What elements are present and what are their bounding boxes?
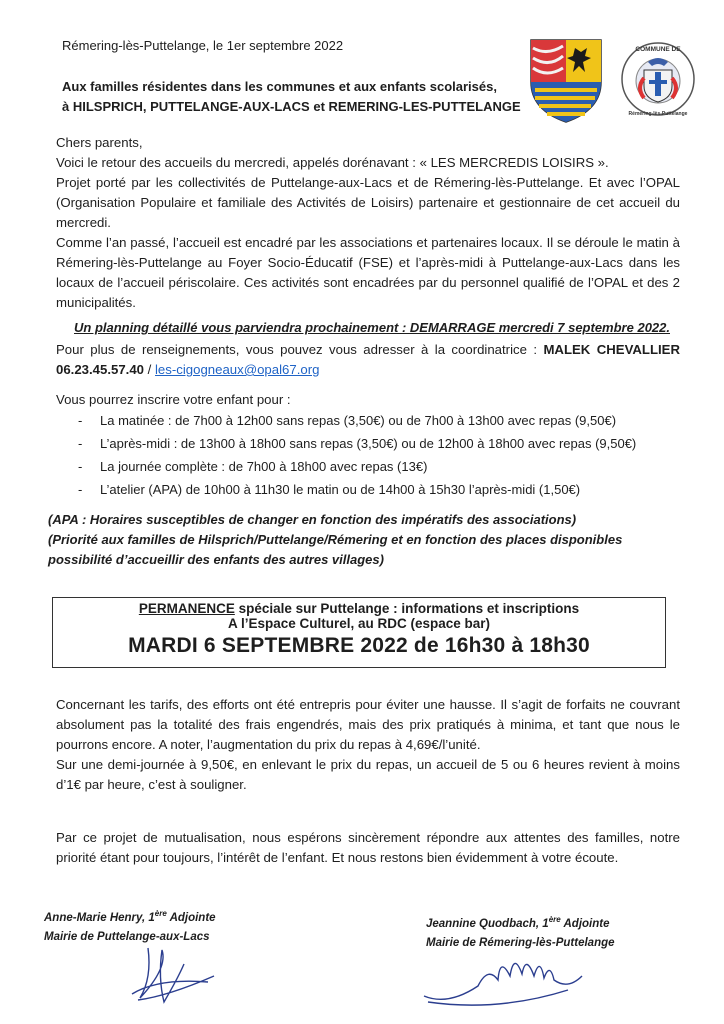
apa-note: (APA : Horaires susceptibles de changer en fonction des impératifs des associations) xyxy=(48,512,577,527)
recipients-block xyxy=(62,77,521,117)
seal-bottom-text: Rémering-lès-Puttelange xyxy=(628,111,688,117)
coordinator-phone: 06.23.45.57.40 xyxy=(56,362,144,377)
coat-of-arms-icon xyxy=(527,38,605,124)
seal-top-text: COMMUNE DE xyxy=(635,46,681,53)
list-item: - La journée complète : de 7h00 à 18h00 avec repas (13€) xyxy=(88,455,636,478)
permanence-title xyxy=(53,601,665,616)
permanence-date: MARDI 6 SEPTEMBRE 2022 de 16h30 à 18h30 xyxy=(128,634,590,657)
tarifs-section xyxy=(56,695,680,795)
notes-block xyxy=(48,510,684,570)
handwritten-signature-right xyxy=(418,946,588,1016)
signatory-org: Mairie de Puttelange-aux-Lacs xyxy=(44,930,210,943)
intro-paragraph: Projet porté par les collectivités de Puttelange-aux-Lacs et de Rémering-lès-Puttelange. Et avec l’OPAL (Organisation Populaire et familiale des Activités de Loisirs) partenaire et gestionnaire de cet accueil du mercredi. xyxy=(56,175,680,230)
intro-section xyxy=(56,133,680,313)
coordinator-email-link[interactable]: les-cigogneaux@opal67.org xyxy=(155,362,320,377)
permanence-title-rest: spéciale sur Puttelange : informations et inscriptions xyxy=(234,601,580,616)
tarifs-paragraph: Concernant les tarifs, des efforts ont été entrepris pour éviter une hausse. Il s’agit de forfaits ne couvrant absolument pas la totalité des frais engendrés, mais des prix pratiqués à minima, et tant que nous le pourrons encore. A noter, l’augmentation du prix du repas à 4,69€/l’unité. xyxy=(56,697,680,752)
inscription-options-list xyxy=(88,409,636,501)
closing-paragraph: Par ce projet de mutualisation, nous espérons sincèrement répondre aux attentes des familles, notre priorité étant pour toujours, l’intérêt de l’enfant. Et nous restons bien évidemment à votre écoute. xyxy=(56,830,680,865)
signatory-name: Jeannine Quodbach, 1ère Adjointe xyxy=(426,915,610,930)
permanence-box xyxy=(52,597,666,668)
contact-separator: / xyxy=(144,362,155,377)
contact-text: Pour plus de renseignements, vous pouvez vous adresser à la coordinatrice : xyxy=(56,342,538,357)
signatory-org: Mairie de Rémering-lès-Puttelange xyxy=(426,936,615,949)
tarifs-paragraph: Sur une demi-journée à 9,50€, en enlevant le prix du repas, un accueil de 5 ou 6 heures revient à moins d’1€ par heure, c’est à souligner. xyxy=(56,757,680,792)
planning-notice: Un planning détaillé vous parviendra prochainement : DEMARRAGE mercredi 7 septembre 2022. xyxy=(74,320,670,335)
inscription-intro: Vous pourrez inscrire votre enfant pour : xyxy=(56,392,291,407)
contact-paragraph xyxy=(56,340,680,380)
document-date: Rémering-lès-Puttelange, le 1er septembre 2022 xyxy=(62,38,344,53)
handwritten-signature-left xyxy=(118,938,228,1018)
list-item: - L’après-midi : de 13h00 à 18h00 sans repas (3,50€) ou de 12h00 à 18h00 avec repas (9,50€) xyxy=(88,432,636,455)
permanence-title-keyword: PERMANENCE xyxy=(138,601,235,616)
intro-paragraph: Comme l’an passé, l’accueil est encadré par les associations et partenaires locaux. Il se déroule le matin à Rémering-lès-Puttelange au Foyer Socio-Éducatif (FSE) et l’après-midi à Puttelange-aux-Lacs dans les locaux de l’accueil périscolaire. Ces activités sont encadrées par du personnel qualifié de l’OPAL et des 2 municipalités. xyxy=(56,235,680,310)
recipients-line: à HILSPRICH, PUTTELANGE-AUX-LACS et REMERING-LES-PUTTELANGE xyxy=(62,99,521,114)
greeting: Chers parents, xyxy=(56,135,143,150)
permanence-place: A l’Espace Culturel, au RDC (espace bar) xyxy=(227,616,491,631)
priority-note: (Priorité aux familles de Hilsprich/Puttelange/Rémering et en fonction des places disponibles possibilité d’accueillir des enfants des autres villages) xyxy=(48,532,623,567)
intro-paragraph: Voici le retour des accueils du mercredi, appelés dorénavant : « LES MERCREDIS LOISIRS ». xyxy=(56,155,609,170)
list-item: - La matinée : de 7h00 à 12h00 sans repas (3,50€) ou de 7h00 à 13h00 avec repas (9,50€) xyxy=(88,409,636,432)
list-item: - L’atelier (APA) de 10h00 à 11h30 le matin ou de 14h00 à 15h30 l’après-midi (1,50€) xyxy=(88,478,636,501)
coordinator-name: MALEK CHEVALLIER xyxy=(543,342,681,357)
commune-seal-icon xyxy=(620,36,696,122)
recipients-line: Aux familles résidentes dans les communes et aux enfants scolarisés, xyxy=(62,79,497,94)
signatory-name: Anne-Marie Henry, 1ère Adjointe xyxy=(44,909,216,924)
